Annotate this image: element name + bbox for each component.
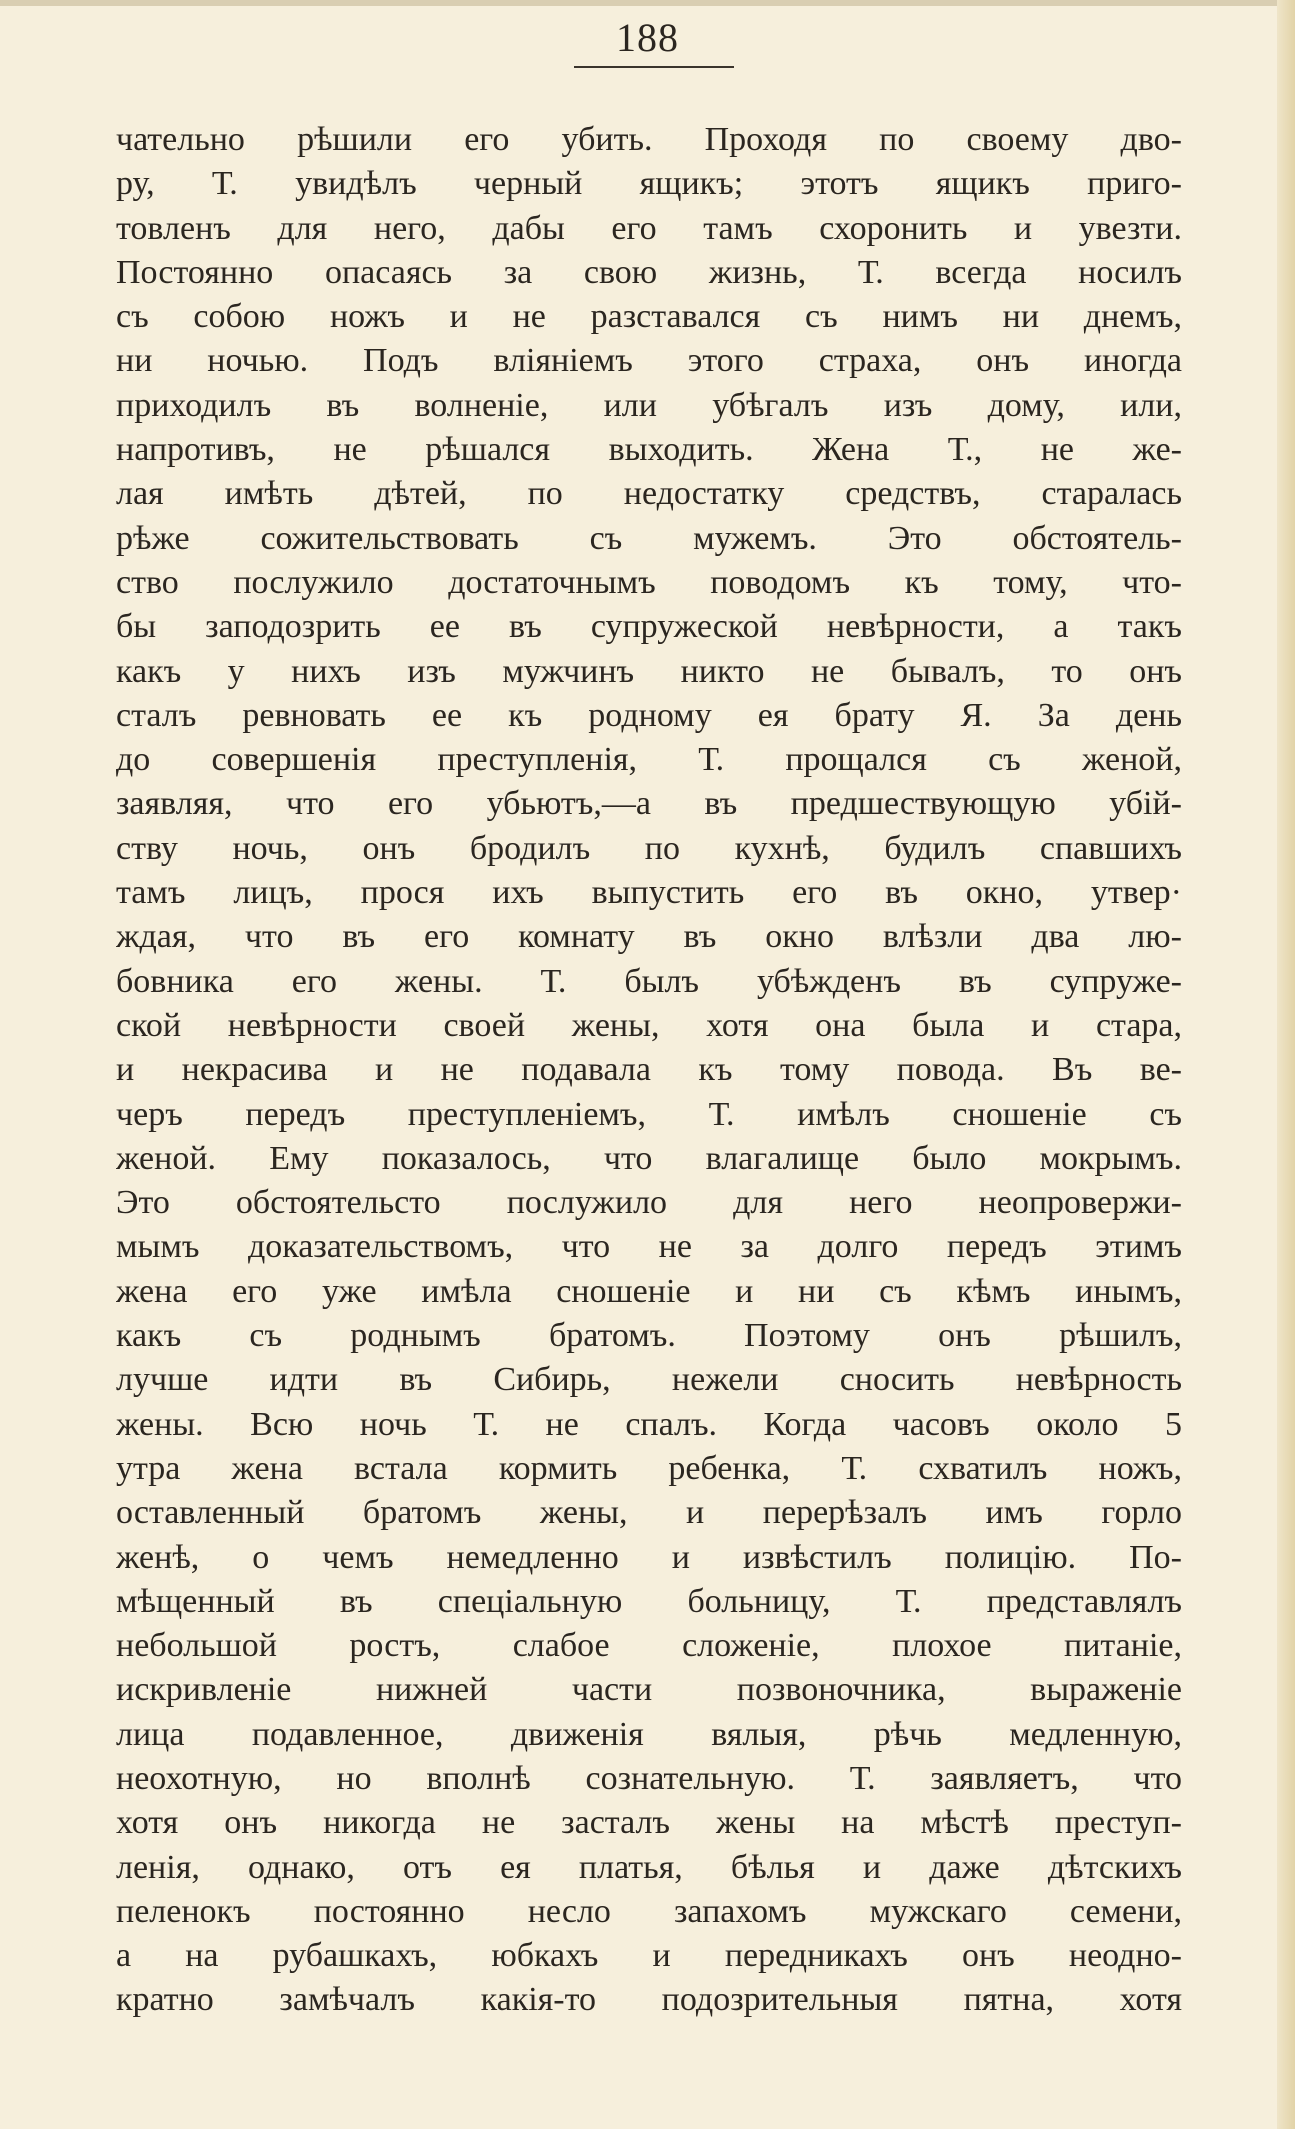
header-rule <box>574 66 734 68</box>
text-line: ленія, однако, отъ ея платья, бѣлья и даже дѣтскихъ <box>116 1848 1182 1886</box>
text-line: рѣже сожительствовать съ мужемъ. Это обстоятель- <box>116 519 1182 557</box>
text-line: до совершенія преступленія, Т. прощался съ женой, <box>116 741 1182 779</box>
text-line: ству ночь, онъ бродилъ по кухнѣ, будилъ спавшихъ <box>116 829 1182 867</box>
text-line: а на рубашкахъ, юбкахъ и передникахъ онъ неодно- <box>116 1937 1182 1975</box>
text-line: товленъ для него, дабы его тамъ схоронить и увезти. <box>116 209 1182 247</box>
text-line: лица подавленное, движенія вялыя, рѣчь медленную, <box>116 1715 1182 1753</box>
text-line: съ собою ножъ и не разставался съ нимъ ни днемъ, <box>116 298 1182 336</box>
text-line: и некрасива и не подавала къ тому повода. Въ ве- <box>116 1051 1182 1089</box>
text-line: женой. Ему показалось, что влагалище было мокрымъ. <box>116 1139 1182 1177</box>
text-line: лучше идти въ Сибирь, нежели сносить невѣрность <box>116 1361 1182 1399</box>
text-line: бовника его жены. Т. былъ убѣжденъ въ супруже- <box>116 962 1182 1000</box>
text-line: жена его уже имѣла сношеніе и ни съ кѣмъ инымъ, <box>116 1272 1182 1310</box>
page-right-edge <box>1277 0 1295 2129</box>
text-line: какъ у нихъ изъ мужчинъ никто не бывалъ, то онъ <box>116 652 1182 690</box>
text-line: пеленокъ постоянно несло запахомъ мужскаго семени, <box>116 1892 1182 1930</box>
text-line: ждая, что въ его комнату въ окно влѣзли два лю- <box>116 918 1182 956</box>
text-line: какъ съ роднымъ братомъ. Поэтому онъ рѣшилъ, <box>116 1317 1182 1355</box>
text-line: неохотную, но вполнѣ сознательную. Т. заявляетъ, что <box>116 1759 1182 1797</box>
text-line: ство послужило достаточнымъ поводомъ къ тому, что- <box>116 563 1182 601</box>
text-line: ской невѣрности своей жены, хотя она была и стара, <box>116 1006 1182 1044</box>
page-number: 188 <box>616 15 679 60</box>
text-line: искривленіе нижней части позвоночника, выраженіе <box>116 1671 1182 1709</box>
text-line: заявляя, что его убьютъ,—а въ предшествующую убій- <box>116 785 1182 823</box>
text-line: небольшой ростъ, слабое сложеніе, плохое питаніе, <box>116 1627 1182 1665</box>
text-line: Это обстоятельсто послужило для него неопровержи- <box>116 1184 1182 1222</box>
text-line: ру, Т. увидѣлъ черный ящикъ; этотъ ящикъ приго- <box>116 165 1182 203</box>
body-text <box>116 118 1182 2023</box>
text-line: утра жена встала кормить ребенка, Т. схватилъ ножъ, <box>116 1449 1182 1487</box>
text-line: жены. Всю ночь Т. не спалъ. Когда часовъ около 5 <box>116 1405 1182 1443</box>
text-line: черъ передъ преступленіемъ, Т. имѣлъ сношеніе съ <box>116 1095 1182 1133</box>
text-line: тамъ лицъ, прося ихъ выпустить его въ окно, утвер· <box>116 874 1182 912</box>
page-top-edge <box>0 0 1295 6</box>
text-line: женѣ, о чемъ немедленно и извѣстилъ полицію. По- <box>116 1538 1182 1576</box>
text-line: Постоянно опасаясь за свою жизнь, Т. всегда носилъ <box>116 253 1182 291</box>
text-line: лая имѣть дѣтей, по недостатку средствъ, старалась <box>116 475 1182 513</box>
text-line: оставленный братомъ жены, и перерѣзалъ имъ горло <box>116 1494 1182 1532</box>
text-line: мѣщенный въ спеціальную больницу, Т. представлялъ <box>116 1582 1182 1620</box>
text-line: бы заподозрить ее въ супружеской невѣрности, а такъ <box>116 608 1182 646</box>
text-line: хотя онъ никогда не засталъ жены на мѣстѣ преступ- <box>116 1804 1182 1842</box>
text-line: кратно замѣчалъ какія-то подозрительныя пятна, хотя <box>116 1981 1182 2019</box>
text-line: сталъ ревновать ее къ родному ея брату Я. За день <box>116 696 1182 734</box>
text-line: чательно рѣшили его убить. Проходя по своему дво- <box>116 121 1182 158</box>
text-line: напротивъ, не рѣшался выходить. Жена Т., не же- <box>116 431 1182 469</box>
text-line: мымъ доказательствомъ, что не за долго передъ этимъ <box>116 1228 1182 1266</box>
text-line: ни ночью. Подъ вліяніемъ этого страха, онъ иногда <box>116 342 1182 380</box>
text-line: приходилъ въ волненіе, или убѣгалъ изъ дому, или, <box>116 386 1182 424</box>
